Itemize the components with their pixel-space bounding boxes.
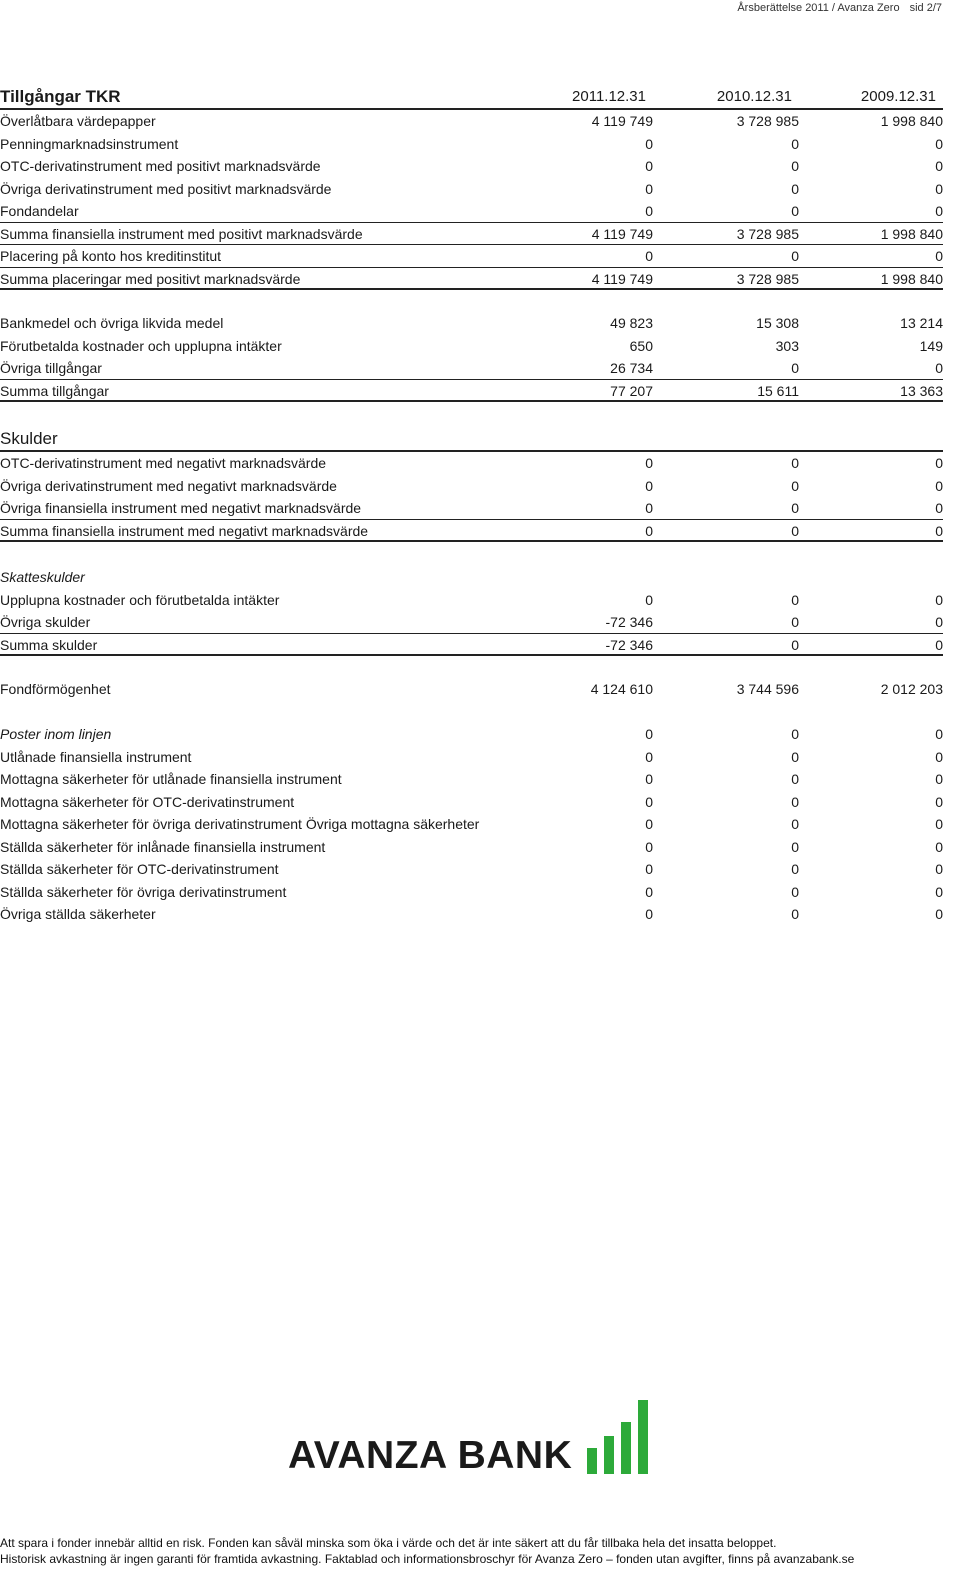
table-row xyxy=(0,200,943,223)
row-label: Mottagna säkerheter för övriga derivatinstrument Övriga mottagna säkerheter xyxy=(0,816,480,832)
tax-liabilities-row xyxy=(0,566,943,589)
row-value: 4 119 749 xyxy=(591,113,653,129)
row-label: Summa tillgångar xyxy=(0,382,109,399)
row-value: 0 xyxy=(645,477,653,494)
off-balance-rows xyxy=(0,723,943,926)
row-value: 0 xyxy=(935,360,943,376)
row-value: 0 xyxy=(791,360,799,376)
row-value: 0 xyxy=(935,591,943,608)
row-value: 0 xyxy=(791,477,799,494)
fund-assets-section xyxy=(0,678,943,701)
row-value: 1 998 840 xyxy=(880,113,943,129)
table-row xyxy=(0,723,943,746)
row-label: Övriga tillgångar xyxy=(0,360,102,376)
row-value: 0 xyxy=(791,816,799,832)
row-value: 0 xyxy=(791,748,799,765)
row-value: 0 xyxy=(645,793,653,810)
table-row xyxy=(0,155,943,178)
row-value: 0 xyxy=(645,522,653,539)
liabilities-section xyxy=(0,426,943,542)
row-value: 0 xyxy=(645,180,653,197)
row-value: 0 xyxy=(791,591,799,608)
row-label: Övriga ställda säkerheter xyxy=(0,906,156,922)
row-label: Förutbetalda kostnader och upplupna intäkter xyxy=(0,337,282,354)
row-label: Övriga derivatinstrument med positivt marknadsvärde xyxy=(0,180,332,197)
page-header xyxy=(737,2,942,14)
footer-line-1: Att spara i fonder innebär alltid en risk. Fonden kan såväl minska som öka i värde och det är inte säkert att du får tillbaka hela det insatta beloppet. xyxy=(0,1536,777,1550)
row-value: 0 xyxy=(791,793,799,810)
row-value: 0 xyxy=(791,500,799,516)
table-row xyxy=(0,881,943,904)
table-row xyxy=(0,245,943,268)
row-value: 0 xyxy=(791,158,799,174)
row-value: 3 728 985 xyxy=(736,225,799,242)
row-value: 0 xyxy=(935,477,943,494)
footer-line-2: Historisk avkastning är ingen garanti för framtida avkastning. Faktablad och informationsbroschyr för Avanza Zero – fonden utan avgifter, finns på avanzabank.se xyxy=(0,1552,855,1566)
row-value: 0 xyxy=(935,726,943,742)
table-row xyxy=(0,903,943,926)
tax-liabilities-label: Skatteskulder xyxy=(0,569,85,585)
document-title: Årsberättelse 2011 / Avanza Zero xyxy=(737,2,900,14)
row-value: 0 xyxy=(935,838,943,855)
row-value: 0 xyxy=(645,816,653,832)
fund-assets-row xyxy=(0,678,943,701)
row-value: 26 734 xyxy=(610,360,653,376)
row-value: 0 xyxy=(645,883,653,900)
column-header-2011: 2011.12.31 xyxy=(572,88,646,105)
row-value: 1 998 840 xyxy=(880,270,943,287)
assets-section-2 xyxy=(0,312,943,402)
row-value: 0 xyxy=(645,771,653,787)
row-value: 4 119 749 xyxy=(591,225,653,242)
row-value: 0 xyxy=(791,522,799,539)
row-value: 0 xyxy=(935,500,943,516)
row-value: 0 xyxy=(791,906,799,922)
row-value: 4 119 749 xyxy=(591,270,653,287)
row-value: 3 728 985 xyxy=(736,113,799,129)
row-label: Summa skulder xyxy=(0,636,98,653)
row-value: 0 xyxy=(791,203,799,219)
table-row xyxy=(0,178,943,201)
row-value: 0 xyxy=(645,906,653,922)
row-value: 0 xyxy=(935,861,943,877)
row-value: 0 xyxy=(645,861,653,877)
row-value: 0 xyxy=(935,906,943,922)
table-row xyxy=(0,268,943,291)
fund-assets-value-2009: 2 012 203 xyxy=(880,681,943,697)
liabilities-rows xyxy=(0,452,943,542)
row-label: Bankmedel och övriga likvida medel xyxy=(0,315,224,331)
row-value: 0 xyxy=(791,883,799,900)
row-label: Poster inom linjen xyxy=(0,726,112,742)
row-value: 0 xyxy=(791,180,799,197)
row-value: 303 xyxy=(775,337,799,354)
table-row xyxy=(0,746,943,769)
row-value: 0 xyxy=(645,591,653,608)
row-value: 13 363 xyxy=(900,382,943,399)
row-value: 0 xyxy=(791,135,799,152)
logo-text: AVANZA BANK xyxy=(288,1434,573,1477)
footer-disclaimer xyxy=(0,1535,960,1567)
row-label: Fondandelar xyxy=(0,203,79,219)
row-label: Ställda säkerheter för inlånade finansiella instrument xyxy=(0,838,326,855)
assets-rows-2 xyxy=(0,312,943,402)
assets-rows xyxy=(0,110,943,290)
row-value: -72 346 xyxy=(605,614,653,630)
row-label: Övriga finansiella instrument med negativt marknadsvärde xyxy=(0,500,362,516)
row-value: 13 214 xyxy=(900,315,943,331)
row-value: 0 xyxy=(645,248,653,264)
row-value: 0 xyxy=(935,180,943,197)
row-label: Mottagna säkerheter för OTC-derivatinstrument xyxy=(0,793,295,810)
table-row xyxy=(0,634,943,657)
row-value: 0 xyxy=(935,793,943,810)
table-row xyxy=(0,110,943,133)
row-value: 0 xyxy=(791,614,799,630)
row-value: 0 xyxy=(645,135,653,152)
table-row xyxy=(0,589,943,612)
row-label: Summa finansiella instrument med negativt marknadsvärde xyxy=(0,522,369,539)
row-label: Penningmarknadsinstrument xyxy=(0,135,179,152)
row-label: Summa finansiella instrument med positivt marknadsvärde xyxy=(0,225,363,242)
logo-bars-icon xyxy=(587,1398,649,1474)
row-label: Mottagna säkerheter för utlånade finansiella instrument xyxy=(0,771,342,787)
row-value: 15 611 xyxy=(757,382,799,399)
row-value: 15 308 xyxy=(756,315,799,331)
row-value: 0 xyxy=(935,883,943,900)
row-label: Summa placeringar med positivt marknadsvärde xyxy=(0,270,301,287)
row-value: -72 346 xyxy=(605,636,653,653)
row-value: 0 xyxy=(935,158,943,174)
row-value: 0 xyxy=(935,748,943,765)
assets-title: Tillgångar TKR xyxy=(0,87,121,106)
row-value: 0 xyxy=(791,771,799,787)
row-value: 0 xyxy=(935,614,943,630)
row-value: 0 xyxy=(645,748,653,765)
table-row xyxy=(0,357,943,380)
row-value: 149 xyxy=(919,337,943,354)
off-balance-section xyxy=(0,723,943,926)
liabilities-title: Skulder xyxy=(0,429,58,448)
row-label: Upplupna kostnader och förutbetalda intäkter xyxy=(0,591,280,608)
page-number: sid 2/7 xyxy=(909,2,942,14)
table-row xyxy=(0,475,943,498)
row-value: 0 xyxy=(645,726,653,742)
row-label: Utlånade finansiella instrument xyxy=(0,748,192,765)
row-label: Ställda säkerheter för OTC-derivatinstrument xyxy=(0,861,279,877)
row-value: 0 xyxy=(645,158,653,174)
column-header-2010: 2010.12.31 xyxy=(716,88,792,105)
row-value: 0 xyxy=(935,203,943,219)
row-value: 0 xyxy=(645,838,653,855)
row-value: 77 207 xyxy=(610,382,653,399)
table-row xyxy=(0,768,943,791)
row-value: 0 xyxy=(791,838,799,855)
liabilities-rows-2 xyxy=(0,589,943,657)
row-value: 0 xyxy=(645,455,653,471)
column-header-2009: 2009.12.31 xyxy=(860,88,936,105)
row-value: 0 xyxy=(935,248,943,264)
row-label: Ställda säkerheter för övriga derivatinstrument xyxy=(0,883,287,900)
assets-header-row xyxy=(0,84,943,110)
table-row xyxy=(0,813,943,836)
row-value: 0 xyxy=(791,636,799,653)
row-value: 49 823 xyxy=(610,315,653,331)
row-label: Övriga skulder xyxy=(0,614,91,630)
row-value: 650 xyxy=(629,337,653,354)
row-label: Övriga derivatinstrument med negativt marknadsvärde xyxy=(0,477,337,494)
fund-assets-value-2011: 4 124 610 xyxy=(590,681,653,697)
fund-assets-label: Fondförmögenhet xyxy=(0,681,111,697)
row-value: 0 xyxy=(791,248,799,264)
avanza-bank-logo xyxy=(288,1398,648,1478)
row-value: 0 xyxy=(935,636,943,653)
table-row xyxy=(0,836,943,859)
row-value: 0 xyxy=(935,455,943,471)
row-value: 0 xyxy=(791,861,799,877)
table-row xyxy=(0,380,943,403)
assets-section xyxy=(0,84,943,290)
fund-assets-value-2010: 3 744 596 xyxy=(736,681,799,697)
row-value: 0 xyxy=(935,522,943,539)
table-row xyxy=(0,520,943,543)
row-value: 0 xyxy=(935,816,943,832)
row-value: 0 xyxy=(935,771,943,787)
row-value: 1 998 840 xyxy=(880,225,943,242)
row-label: OTC-derivatinstrument med negativt marknadsvärde xyxy=(0,455,327,471)
table-row xyxy=(0,858,943,881)
row-value: 3 728 985 xyxy=(736,270,799,287)
row-value: 0 xyxy=(935,135,943,152)
row-value: 0 xyxy=(645,203,653,219)
table-row xyxy=(0,335,943,358)
row-label: Överlåtbara värdepapper xyxy=(0,113,156,129)
table-row xyxy=(0,133,943,156)
row-value: 0 xyxy=(645,500,653,516)
table-row xyxy=(0,497,943,520)
table-row xyxy=(0,452,943,475)
row-label: OTC-derivatinstrument med positivt marknadsvärde xyxy=(0,158,321,174)
liabilities-section-2 xyxy=(0,566,943,656)
table-row xyxy=(0,312,943,335)
row-value: 0 xyxy=(791,455,799,471)
row-value: 0 xyxy=(791,726,799,742)
table-row xyxy=(0,611,943,634)
liabilities-header-row xyxy=(0,426,943,452)
table-row xyxy=(0,223,943,246)
row-label: Placering på konto hos kreditinstitut xyxy=(0,248,222,264)
table-row xyxy=(0,791,943,814)
